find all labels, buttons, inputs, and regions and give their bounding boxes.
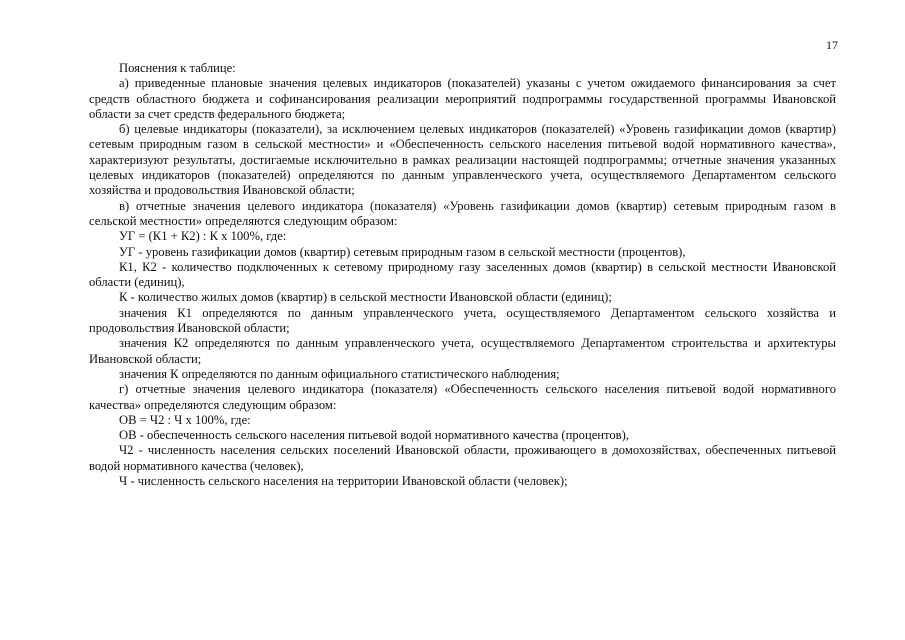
page-number: 17 (826, 38, 838, 52)
water-supply-formula: ОВ = Ч2 : Ч x 100%, где: (119, 412, 251, 427)
k-source-paragraph: значения К определяются по данным официального статистического наблюдения; (119, 366, 560, 381)
document-body (89, 61, 836, 489)
k1-k2-definition: К1, К2 - количество подключенных к сетевому природному газу заселенных домов (квартир) в сельской местности Ивановской области (единиц), (89, 259, 836, 290)
table-notes-heading: Пояснения к таблице: (119, 61, 236, 75)
ch2-definition: Ч2 - численность населения сельских поселений Ивановской области, проживающего в домохозяйствах, обеспеченных питьевой водой нормативного качества (человек), (89, 443, 836, 473)
ch-definition: Ч - численность сельского населения на территории Ивановской области (человек); (119, 474, 568, 489)
ug-definition: УГ - уровень газификации домов (квартир) сетевым природным газом в сельской местности (процентов), (119, 244, 686, 259)
ov-definition: ОВ - обеспеченность сельского населения питьевой водой нормативного качества (процентов), (119, 428, 629, 443)
k2-source-paragraph: значения К2 определяются по данным управленческого учета, осуществляемого Департаментом строительства и архитектуры Ивановской области; (89, 336, 836, 366)
note-g-paragraph: г) отчетные значения целевого индикатора (показателя) «Обеспеченность сельского населения питьевой водой нормативного качества» определяются следующим образом: (89, 382, 836, 412)
k1-source-paragraph: значения К1 определяются по данным управленческого учета, осуществляемого Департаментом сельского хозяйства и продовольствия Ивановской области; (89, 305, 836, 336)
note-b-paragraph: б) целевые индикаторы (показатели), за исключением целевых индикаторов (показателей) «Уровень газификации домов (квартир) сетевым природным газом в сельской местности» и «Обеспеченность сельского населения питьевой водой нормативного качества», характеризуют результаты, достигаемые исключительно в рамках реализации настоящей подпрограммы; отчетные значения указанных целевых индикаторов (показателей) определяются по данным управленческого учета, осуществляемого Департаментом сельского хозяйства и продовольствия Ивановской области; (89, 122, 836, 198)
note-a-paragraph: а) приведенные плановые значения целевых индикаторов (показателей) указаны с учетом ожидаемого финансирования за счет средств областного бюджета и софинансирования реализации мероприятий подпрограммы государственной программы Ивановской области за счет средств федерального бюджета; (89, 76, 836, 121)
note-v-paragraph: в) отчетные значения целевого индикатора (показателя) «Уровень газификации домов (квартир) сетевым природным газом в сельской местности» определяются следующим образом: (89, 198, 836, 228)
gasification-formula: УГ = (К1 + К2) : К x 100%, где: (119, 229, 287, 244)
k-definition: К - количество жилых домов (квартир) в сельской местности Ивановской области (единиц); (119, 290, 612, 305)
